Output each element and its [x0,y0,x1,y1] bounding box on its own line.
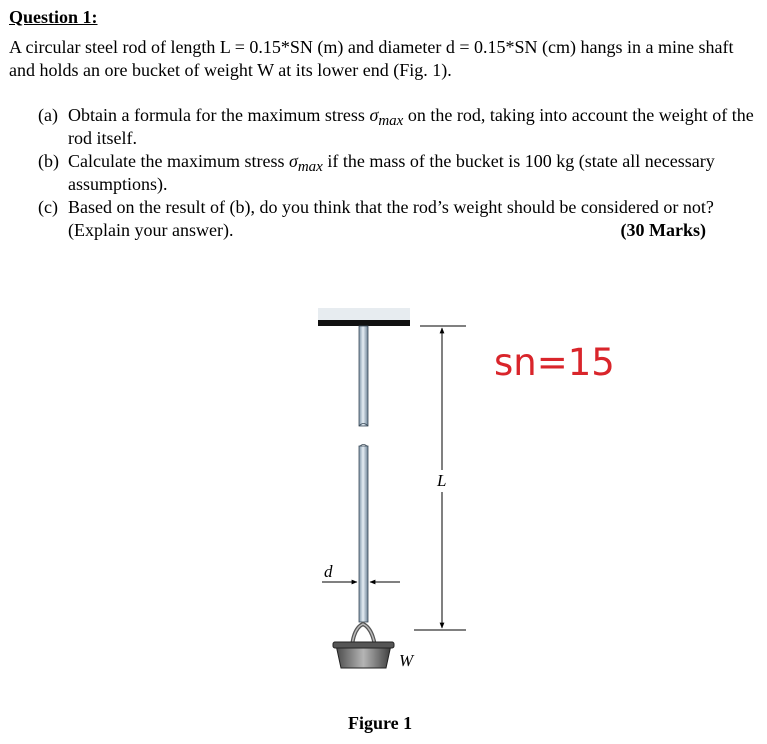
sigma-subscript: max [297,159,323,175]
rod-lower [359,446,368,622]
question-intro: A circular steel rod of length L = 0.15*SN (m) and diameter d = 0.15*SN (cm) hangs in a mine shaft and holds an ore bucket of weight W at its lower end (Fig. 1). [9,37,734,80]
ceiling-support [318,320,410,326]
figure-caption: Figure 1 [348,713,413,733]
bucket-rim [333,642,394,648]
part-a-text-post: on the rod, taking into account the weight of the rod itself. [68,105,754,148]
part-b-text-post: if the mass of the bucket is 100 kg (state all necessary assumptions). [68,151,715,194]
part-c-text: Based on the result of (b), do you think that the rod’s weight should be considered or not? (Explain your answer). [68,197,714,240]
sigma-subscript: max [378,113,404,129]
question-title: Question 1: [9,7,98,27]
sigma-letter: σ [369,105,379,125]
part-b-text-pre: Calculate the maximum stress [68,151,285,171]
label-W: W [399,651,414,670]
ceiling-hatch [318,308,410,322]
sn-annotation: sn=15 [494,341,615,384]
part-a-label: (a) [38,105,58,125]
label-d: d [324,562,333,581]
part-b-label: (b) [38,151,59,171]
part-a-text-pre: Obtain a formula for the maximum stress [68,105,365,125]
part-c-label: (c) [38,197,58,217]
marks-label: (30 Marks) [620,220,706,240]
sigma-letter: σ [288,151,298,171]
label-L: L [437,471,447,490]
rod-upper [359,326,368,426]
